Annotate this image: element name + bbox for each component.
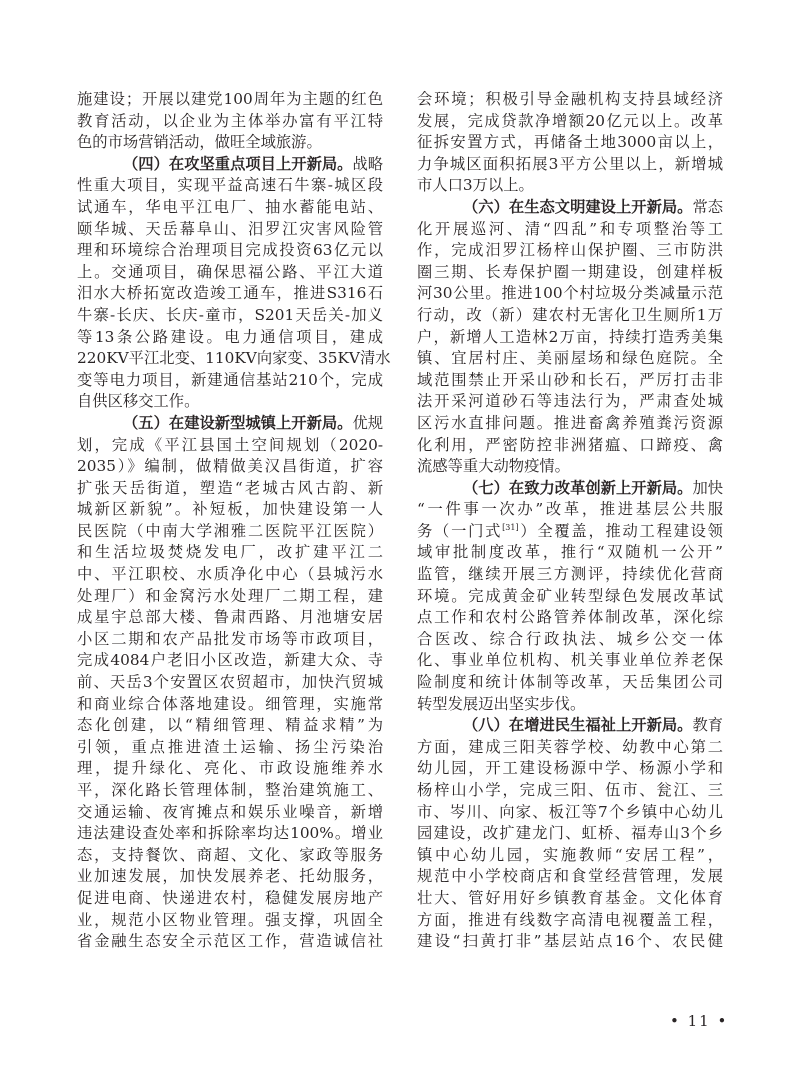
section-heading: （七）在致力改革创新上开新局。 xyxy=(463,478,693,497)
text-line xyxy=(417,694,723,716)
text-line xyxy=(77,111,383,133)
text-line xyxy=(417,370,723,392)
line-text: 成星宇总部大楼、鲁肃西路、月池塘安居 xyxy=(77,608,383,627)
text-line xyxy=(417,780,723,802)
line-text: 和商业综合体落地建设。细管理，实施常 xyxy=(77,694,383,713)
text-line xyxy=(77,521,383,543)
text-line xyxy=(417,219,723,241)
line-text: 园建设，改扩建龙门、虹桥、福寿山3个乡 xyxy=(417,824,723,843)
text-line xyxy=(417,132,723,154)
text-line xyxy=(77,89,383,111)
text-line xyxy=(77,802,383,824)
text-line xyxy=(77,888,383,910)
text-line xyxy=(417,391,723,413)
page-number: • 11 • xyxy=(670,1012,729,1030)
section-heading: （四）在攻坚重点项目上开新局。 xyxy=(123,154,353,173)
line-text: 施建设；开展以建党100周年为主题的红色 xyxy=(77,90,383,108)
line-text: 壮大、管好用好乡镇教育基金。文化体育 xyxy=(417,888,723,907)
text-line xyxy=(77,240,383,262)
text-line xyxy=(417,456,723,478)
line-text: 和生活垃圾焚烧发电厂，改扩建平江二 xyxy=(77,543,383,562)
line-text: 民医院（中南大学湘雅二医院平江医院） xyxy=(77,521,383,540)
line-text: 划，完成《平江县国土空间规划（2020- xyxy=(77,435,383,454)
line-text: 杨梓山小学，完成三阳、伍市、瓮江、三 xyxy=(417,781,723,799)
line-text: 变等电力项目，新建通信基站210个，完成 xyxy=(77,370,383,389)
line-text: 性重大项目，实现平益高速石牛寨-城区段 xyxy=(77,176,383,195)
line-text: 法开采河道砂石等违法行为，严肃查处城 xyxy=(417,392,723,411)
line-text: 方面，建成三阳芙蓉学校、幼教中心第二 xyxy=(417,737,723,756)
section-heading: （六）在生态文明建设上开新局。 xyxy=(463,197,693,216)
text-line xyxy=(77,370,383,392)
line-text: 汨水大桥拓宽改造竣工通车，推进S316石 xyxy=(77,284,383,303)
text-line xyxy=(77,694,383,716)
line-text: 加快 xyxy=(692,478,724,497)
line-text: 市、岑川、向家、板江等7个乡镇中心幼儿 xyxy=(417,802,723,821)
line-text: 合医改、综合行政执法、城乡公交一体 xyxy=(417,629,723,648)
line-text: 幼儿园，开工建设杨源中学、杨源小学和 xyxy=(417,759,723,778)
line-text: 城新区新貌”。补短板，加快建设第一人 xyxy=(77,500,383,519)
text-line xyxy=(77,715,383,737)
text-line xyxy=(417,305,723,327)
text-line xyxy=(417,348,723,370)
line-text: 规范中小学校商店和食堂经营管理，发展 xyxy=(417,867,723,886)
line-text: 务（一门式 xyxy=(417,521,503,540)
line-text: 域范围禁止开采山砂和长石，严厉打击非 xyxy=(417,370,723,389)
line-text: 镇中心幼儿园，实施教师“安居工程”， xyxy=(417,845,723,864)
text-line xyxy=(77,391,383,413)
text-line xyxy=(417,499,723,521)
footnote-ref: [31] xyxy=(502,522,519,532)
line-text: 理和环境综合治理项目完成投资63亿元以 xyxy=(77,241,383,260)
text-line xyxy=(77,435,383,457)
line-text: 业加速发展，加快发展养老、托幼服务， xyxy=(77,867,383,886)
text-line xyxy=(77,478,383,500)
text-line xyxy=(417,629,723,651)
line-text: 颐华城、天岳幕阜山、汨罗江灾害风险管 xyxy=(77,219,383,238)
text-line xyxy=(77,910,383,932)
text-line xyxy=(77,737,383,759)
text-line xyxy=(417,240,723,262)
text-line xyxy=(77,197,383,219)
line-text: 作，完成汨罗江杨梓山保护圈、三市防洪 xyxy=(417,241,723,260)
line-text: 征拆安置方式，再储备土地3000亩以上， xyxy=(417,133,723,152)
section-heading: （五）在建设新型城镇上开新局。 xyxy=(123,413,353,432)
line-text: 户，新增人工造林2万亩，持续打造秀美集 xyxy=(417,327,723,346)
line-text: 优规 xyxy=(352,413,384,432)
text-line xyxy=(77,629,383,651)
right-text-column xyxy=(417,89,723,953)
line-text: 发展，完成贷款净增额20亿元以上。改革 xyxy=(417,111,723,130)
line-text: 域审批制度改革，推行“双随机一公开” xyxy=(417,543,723,562)
text-line xyxy=(77,586,383,608)
line-text: 上。交通项目，确保思福公路、平江大道 xyxy=(77,262,383,281)
line-text: 态，支持餐饮、商超、文化、家政等服务 xyxy=(77,845,383,864)
line-text: 教育 xyxy=(692,716,724,735)
text-line xyxy=(77,780,383,802)
left-text-column xyxy=(77,89,391,953)
text-line xyxy=(77,456,383,478)
line-text: 险制度和统计体制等改革，天岳集团公司 xyxy=(417,673,723,692)
text-line xyxy=(417,888,723,910)
text-line xyxy=(417,154,723,176)
line-text: 试通车，华电平江电厂、抽水蓄能电站、 xyxy=(77,197,383,216)
text-line xyxy=(417,542,723,564)
line-text: 方面，推进有线数字高清电视覆盖工程， xyxy=(417,910,723,929)
text-line xyxy=(77,348,391,370)
text-line xyxy=(77,758,383,780)
text-line xyxy=(77,542,383,564)
section-heading-line xyxy=(417,197,723,219)
text-line xyxy=(417,650,723,672)
text-line xyxy=(417,845,723,867)
line-text: 战略 xyxy=(352,154,384,173)
line-text: 完成4084户老旧小区改造，新建大众、寺 xyxy=(77,651,383,670)
text-line xyxy=(77,866,383,888)
line-text: 小区二期和农产品批发市场等市政项目， xyxy=(77,629,383,648)
line-text: 处理厂）和金窝污水处理厂二期工程，建 xyxy=(77,586,383,605)
text-line xyxy=(417,564,723,586)
line-text: “一件事一次办”改革，推进基层公共服 xyxy=(417,500,723,519)
text-line xyxy=(417,89,723,111)
line-text: 力争城区面积拓展3平方公里以上，新增城 xyxy=(417,154,723,173)
text-line xyxy=(417,175,723,197)
text-line xyxy=(77,845,383,867)
line-text: 色的市场营销活动，做旺全域旅游。 xyxy=(77,133,322,152)
line-text: 业，规范小区物业管理。强支撑，巩固全 xyxy=(77,910,383,929)
line-text: 化、事业单位机构、机关事业单位养老保 xyxy=(417,651,723,670)
text-line xyxy=(417,672,723,694)
line-text: 态化创建，以“精细管理、精益求精”为 xyxy=(77,716,383,735)
line-text: 省金融生态安全示范区工作，营造诚信社 xyxy=(77,932,383,951)
line-text: 化利用，严密防控非洲猪瘟、口蹄疫、禽 xyxy=(417,435,723,454)
line-text: 引领，重点推进渣土运输、扬尘污染治 xyxy=(77,737,383,756)
line-text: 圈三期、长寿保护圈一期建设，创建样板 xyxy=(417,262,723,281)
text-line xyxy=(77,650,383,672)
line-text: 理，提升绿化、亮化、市政设施维养水 xyxy=(77,759,383,778)
line-text: 会环境；积极引导金融机构支持县域经济 xyxy=(417,90,723,108)
text-line xyxy=(417,802,723,824)
text-line xyxy=(417,262,723,284)
line-text: 扩张天岳街道，塑造“老城古风古韵、新 xyxy=(77,478,383,497)
section-heading-line xyxy=(417,478,723,500)
text-line xyxy=(77,305,383,327)
section-heading: （八）在增进民生福祉上开新局。 xyxy=(463,716,693,735)
line-text: 点工作和农村公路管养体制改革，深化综 xyxy=(417,608,723,627)
text-line xyxy=(77,823,383,845)
line-text: 市人口3万以上。 xyxy=(417,176,534,195)
line-text: 化开展巡河、清“四乱”和专项整治等工 xyxy=(417,219,723,238)
text-line xyxy=(77,283,383,305)
text-line xyxy=(417,758,723,780)
line-text: 常态 xyxy=(692,197,724,216)
line-text: 建设“扫黄打非”基层站点16个、农民健 xyxy=(417,932,723,951)
text-line xyxy=(417,111,723,133)
text-line xyxy=(77,327,383,349)
text-line xyxy=(417,607,723,629)
section-heading-line xyxy=(77,154,383,176)
text-line xyxy=(417,910,723,932)
line-text: 2035）》编制，做精做美汉昌街道，扩容 xyxy=(77,457,383,476)
line-text: 监管，继续开展三方测评，持续优化营商 xyxy=(417,565,723,584)
line-text: 牛寨-长庆、长庆-童市，S201天岳关-加义 xyxy=(77,305,383,324)
line-text: 促进电商、快递进农村，稳健发展房地产 xyxy=(77,888,383,907)
text-line xyxy=(77,175,383,197)
line-text: 区污水直排问题。推进畜禽养殖粪污资源 xyxy=(417,413,723,432)
line-text: 交通运输、夜宵摊点和娱乐业噪音，新增 xyxy=(77,802,383,821)
text-line xyxy=(77,219,383,241)
text-line xyxy=(77,499,383,521)
text-line xyxy=(77,607,383,629)
section-heading-line xyxy=(417,715,723,737)
text-line xyxy=(417,327,723,349)
line-text: 转型发展迈出坚实步伐。 xyxy=(417,694,586,713)
line-text: 220KV平江北变、110KV向家变、35KV清水 xyxy=(77,349,391,368)
line-text: 流感等重大动物疫情。 xyxy=(417,457,570,476)
line-text: ）全覆盖，推动工程建设领 xyxy=(518,521,723,540)
text-line xyxy=(77,931,383,953)
line-text: 前、天岳3个安置区农贸超市，加快汽贸城 xyxy=(77,673,383,692)
text-line xyxy=(417,823,723,845)
text-line xyxy=(77,564,383,586)
text-line xyxy=(417,435,723,457)
text-line xyxy=(77,672,383,694)
line-text: 平，深化路长管理体制，整治建筑施工、 xyxy=(77,781,383,799)
line-text: 镇、宜居村庄、美丽屋场和绿色庭院。全 xyxy=(417,349,723,368)
text-line xyxy=(77,132,383,154)
text-line xyxy=(417,283,723,305)
text-line xyxy=(417,413,723,435)
section-heading-line xyxy=(77,413,383,435)
text-line xyxy=(417,931,723,953)
line-text: 教育活动，以企业为主体举办富有平江特 xyxy=(77,111,383,130)
line-text: 中、平江职校、水质净化中心（县城污水 xyxy=(77,565,383,584)
line-text: 等13条公路建设。电力通信项目，建成 xyxy=(77,327,383,346)
text-line xyxy=(417,586,723,608)
text-line xyxy=(417,737,723,759)
line-text: 河30公里。推进100个村垃圾分类减量示范 xyxy=(417,284,723,303)
text-line xyxy=(417,521,723,543)
text-line xyxy=(417,866,723,888)
line-text: 违法建设查处率和拆除率均达100%。增业 xyxy=(77,824,383,843)
line-text: 自供区移交工作。 xyxy=(77,392,200,411)
line-text: 行动，改（新）建农村无害化卫生厕所1万 xyxy=(417,305,723,324)
text-line xyxy=(77,262,383,284)
line-text: 环境。完成黄金矿业转型绿色发展改革试 xyxy=(417,586,723,605)
